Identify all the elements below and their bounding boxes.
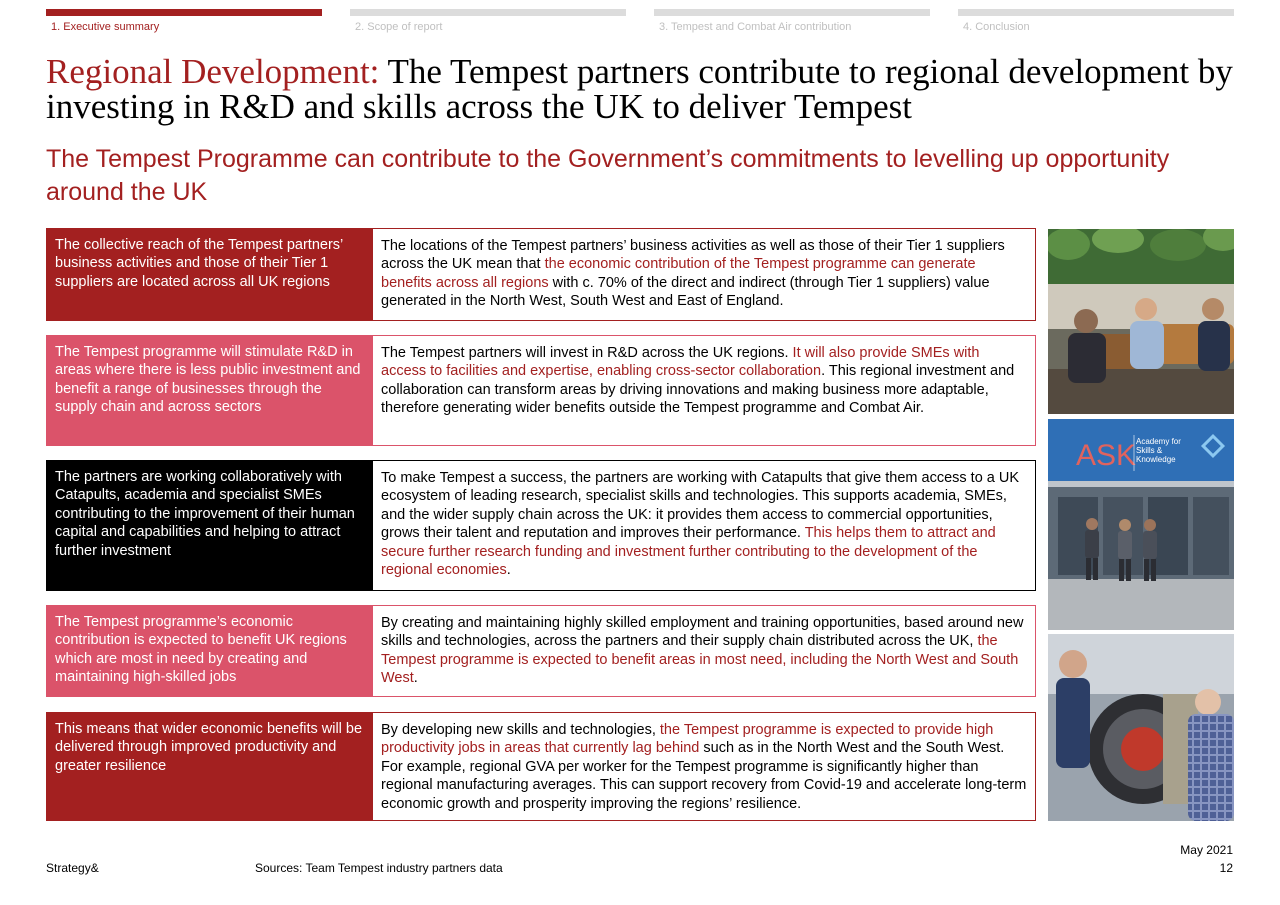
finding-detail [373,605,1036,697]
finding-heading: The collective reach of the Tempest partners’ business activities and those of their Tier 1 suppliers are located across all UK regions [46,228,373,321]
finding-row [46,605,1036,697]
finding-heading: The partners are working collaboratively with Catapults, academia and specialist SMEs contributing to the improvement of their human capital and capabilities and helping to attract further investment [46,460,373,591]
detail-text: . [506,562,511,579]
section-progress-tabs [46,9,1234,39]
detail-text: such as in the North West and the South West. For example, regional GVA per worker for the Tempest programme is significantly higher than regional manufacturing averages. This can support recovery from Covid-19 and accelerate long-term economic growth and prosperity improving the regions’ resilience. [381,740,1027,812]
tab-scope-of-report[interactable] [350,9,626,33]
tab-tempest-contribution[interactable] [654,9,930,33]
tab-label: 1. Executive summary [51,21,160,33]
tab-label: 3. Tempest and Combat Air contribution [659,21,852,33]
finding-row [46,712,1036,821]
finding-row [46,335,1036,446]
tab-bar [958,9,1234,16]
tab-label: 4. Conclusion [963,21,1030,33]
finding-heading: This means that wider economic benefits will be delivered through improved productivity and greater resilience [46,712,373,821]
detail-text: . [413,670,418,687]
title-text: The Tempest partners contribute to regional development by investing in R&D and skills across the UK to deliver Tempest [46,52,1233,126]
detail-highlight: the Tempest programme is expected to provide high productivity jobs in areas that currently lag behind [381,722,994,757]
detail-text: . This regional investment and collaboration can transform areas by driving innovations and making business more adaptable, therefore generating wider benefits outside the Tempest programme and Combat Air. [381,363,1015,417]
sign-ask-text: ASK [1076,439,1137,472]
detail-text: The locations of the Tempest partners’ business activities as well as those of their Tier 1 suppliers across the UK mean that [381,238,1005,273]
detail-highlight: the economic contribution of the Tempest programme can generate benefits across all regions [381,256,976,291]
footer-date: May 2021 [1180,843,1233,857]
tab-conclusion[interactable] [958,9,1234,33]
detail-text: with c. 70% of the direct and indirect (through Tier 1 suppliers) value generated in the North West, South West and East of England. [381,274,990,310]
detail-highlight: It will also provide SMEs with access to facilities and expertise, enabling cross-sector collaboration [381,345,980,380]
finding-row [46,460,1036,591]
tab-bar [654,9,930,16]
page-subtitle: The Tempest Programme can contribute to the Government’s commitments to levelling up opportunity around the UK [46,145,1170,206]
finding-heading: The Tempest programme’s economic contribution is expected to benefit UK regions which are most in need by creating and maintaining high-skilled jobs [46,605,373,697]
detail-text: The Tempest partners will invest in R&D across the UK regions. [381,345,793,361]
tab-label: 2. Scope of report [355,21,443,33]
engineers-photo [1048,634,1234,821]
footer-brand: Strategy& [46,861,99,875]
finding-detail [373,228,1036,321]
detail-highlight: the Tempest programme is expected to benefit areas in most need, including the North West and South West [381,633,1019,687]
tab-bar [46,9,322,16]
team-meeting-photo [1048,229,1234,414]
footer-sources: Sources: Team Tempest industry partners data [255,861,503,875]
detail-text: By creating and maintaining highly skilled employment and training opportunities, based around new skills and technologies, across the partners and their supply chain distributed across the UK, [381,615,1024,650]
finding-detail [373,712,1036,821]
finding-detail [373,335,1036,446]
page-number: 12 [1219,861,1233,875]
finding-heading: The Tempest programme will stimulate R&D in areas where there is less public investment and benefit a range of businesses through the supply chain and across sectors [46,335,373,446]
finding-detail [373,460,1036,591]
detail-text: To make Tempest a success, the partners are working with Catapults that give them access to a UK ecosystem of leading research, specialist skills and technologies. This supports academia, SMEs, and the wider supply chain across the UK: it provides them access to commercial opportunities, grows their talent and reputation and improves their performance. [381,470,1020,542]
finding-row [46,228,1036,321]
tab-executive-summary[interactable] [46,9,322,33]
page-title [46,54,1236,124]
sign-academy-text: Academy for Skills & Knowledge [1136,437,1181,464]
detail-text: By developing new skills and technologies, [381,722,660,738]
title-accent: Regional Development: [46,52,380,91]
academy-building-photo [1048,419,1234,630]
tab-bar [350,9,626,16]
detail-highlight: This helps them to attract and secure further research funding and investment further contributing to the development of the regional economies [381,525,996,579]
